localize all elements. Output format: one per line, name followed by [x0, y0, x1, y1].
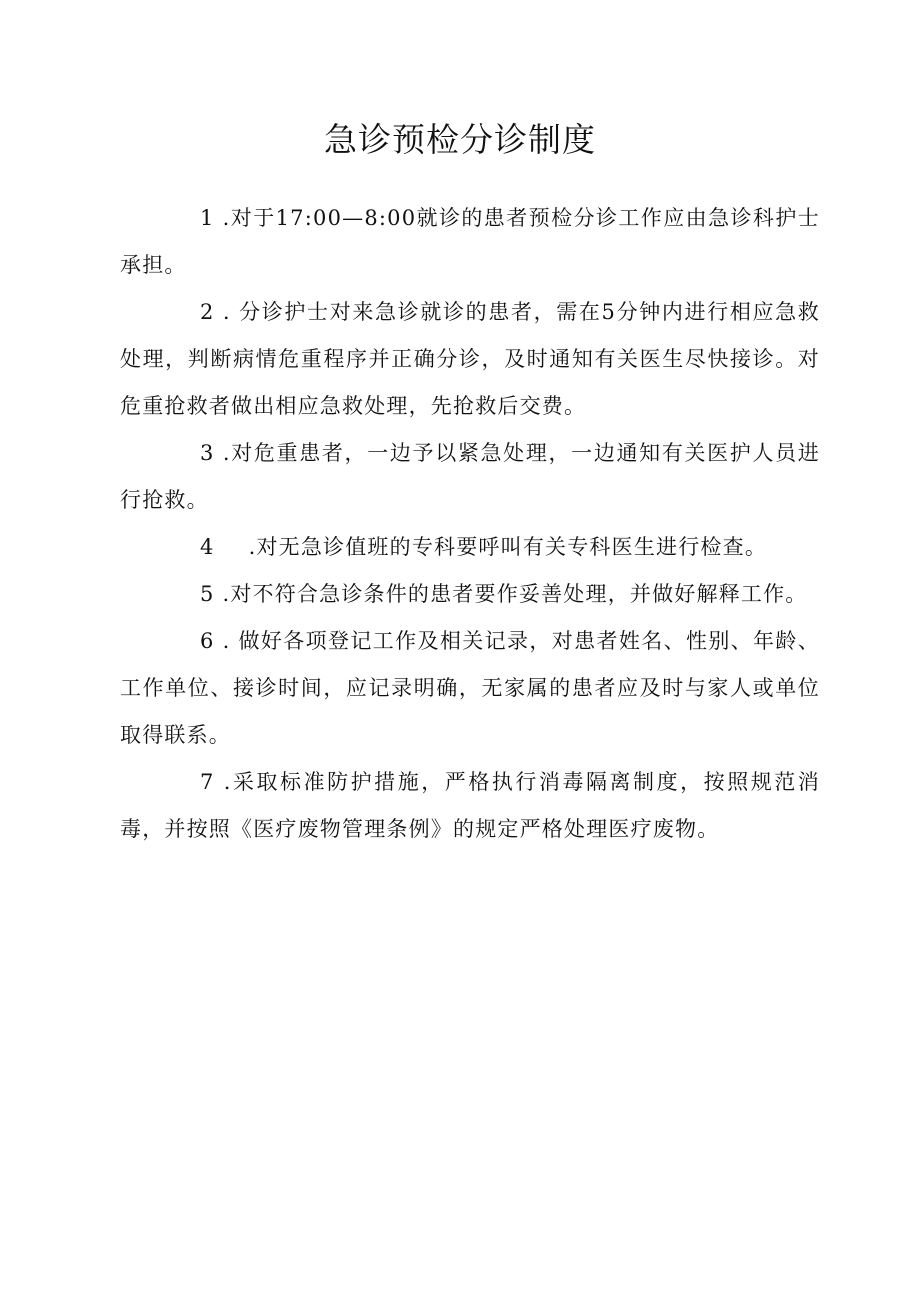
paragraph-6 — [120, 618, 820, 759]
paragraph-number: 3 — [200, 441, 215, 465]
paragraph-number: 2 — [200, 300, 215, 324]
paragraph-4 — [120, 524, 820, 571]
paragraph-text: . 分诊护士对来急诊就诊的患者，需在5分钟内进行相应急救处理，判断病情危重程序并正确分诊，及时通知有关医生尽快接诊。对危重抢救者做出相应急救处理，先抢救后交费。 — [120, 300, 820, 418]
paragraph-number: 1 — [200, 206, 215, 230]
paragraph-number: 6 — [200, 629, 215, 653]
document-body — [120, 195, 820, 853]
paragraph-3 — [120, 430, 820, 524]
paragraph-text: .对无急诊值班的专科要呼叫有关专科医生进行检查。 — [248, 535, 768, 559]
paragraph-number: 5 — [200, 582, 215, 606]
paragraph-text: .对于17:00—8:00就诊的患者预检分诊工作应由急诊科护士承担。 — [120, 206, 820, 277]
paragraph-2 — [120, 289, 820, 430]
paragraph-text: . 做好各项登记工作及相关记录，对患者姓名、性别、年龄、工作单位、接诊时间，应记录明确，无家属的患者应及时与家人或单位取得联系。 — [120, 629, 820, 747]
paragraph-text: .对不符合急诊条件的患者要作妥善处理，并做好解释工作。 — [214, 582, 808, 606]
paragraph-7 — [120, 759, 820, 853]
paragraph-1 — [120, 195, 820, 289]
paragraph-text: .采取标准防护措施，严格执行消毒隔离制度，按照规范消毒，并按照《医疗废物管理条例》的规定严格处理医疗废物。 — [120, 770, 820, 841]
paragraph-number: 7 — [200, 770, 215, 794]
paragraph-5 — [120, 571, 820, 618]
page-title: 急诊预检分诊制度 — [324, 120, 596, 159]
paragraph-number: 4 — [200, 535, 215, 559]
paragraph-text: .对危重患者，一边予以紧急处理，一边通知有关医护人员进行抢救。 — [120, 441, 820, 512]
